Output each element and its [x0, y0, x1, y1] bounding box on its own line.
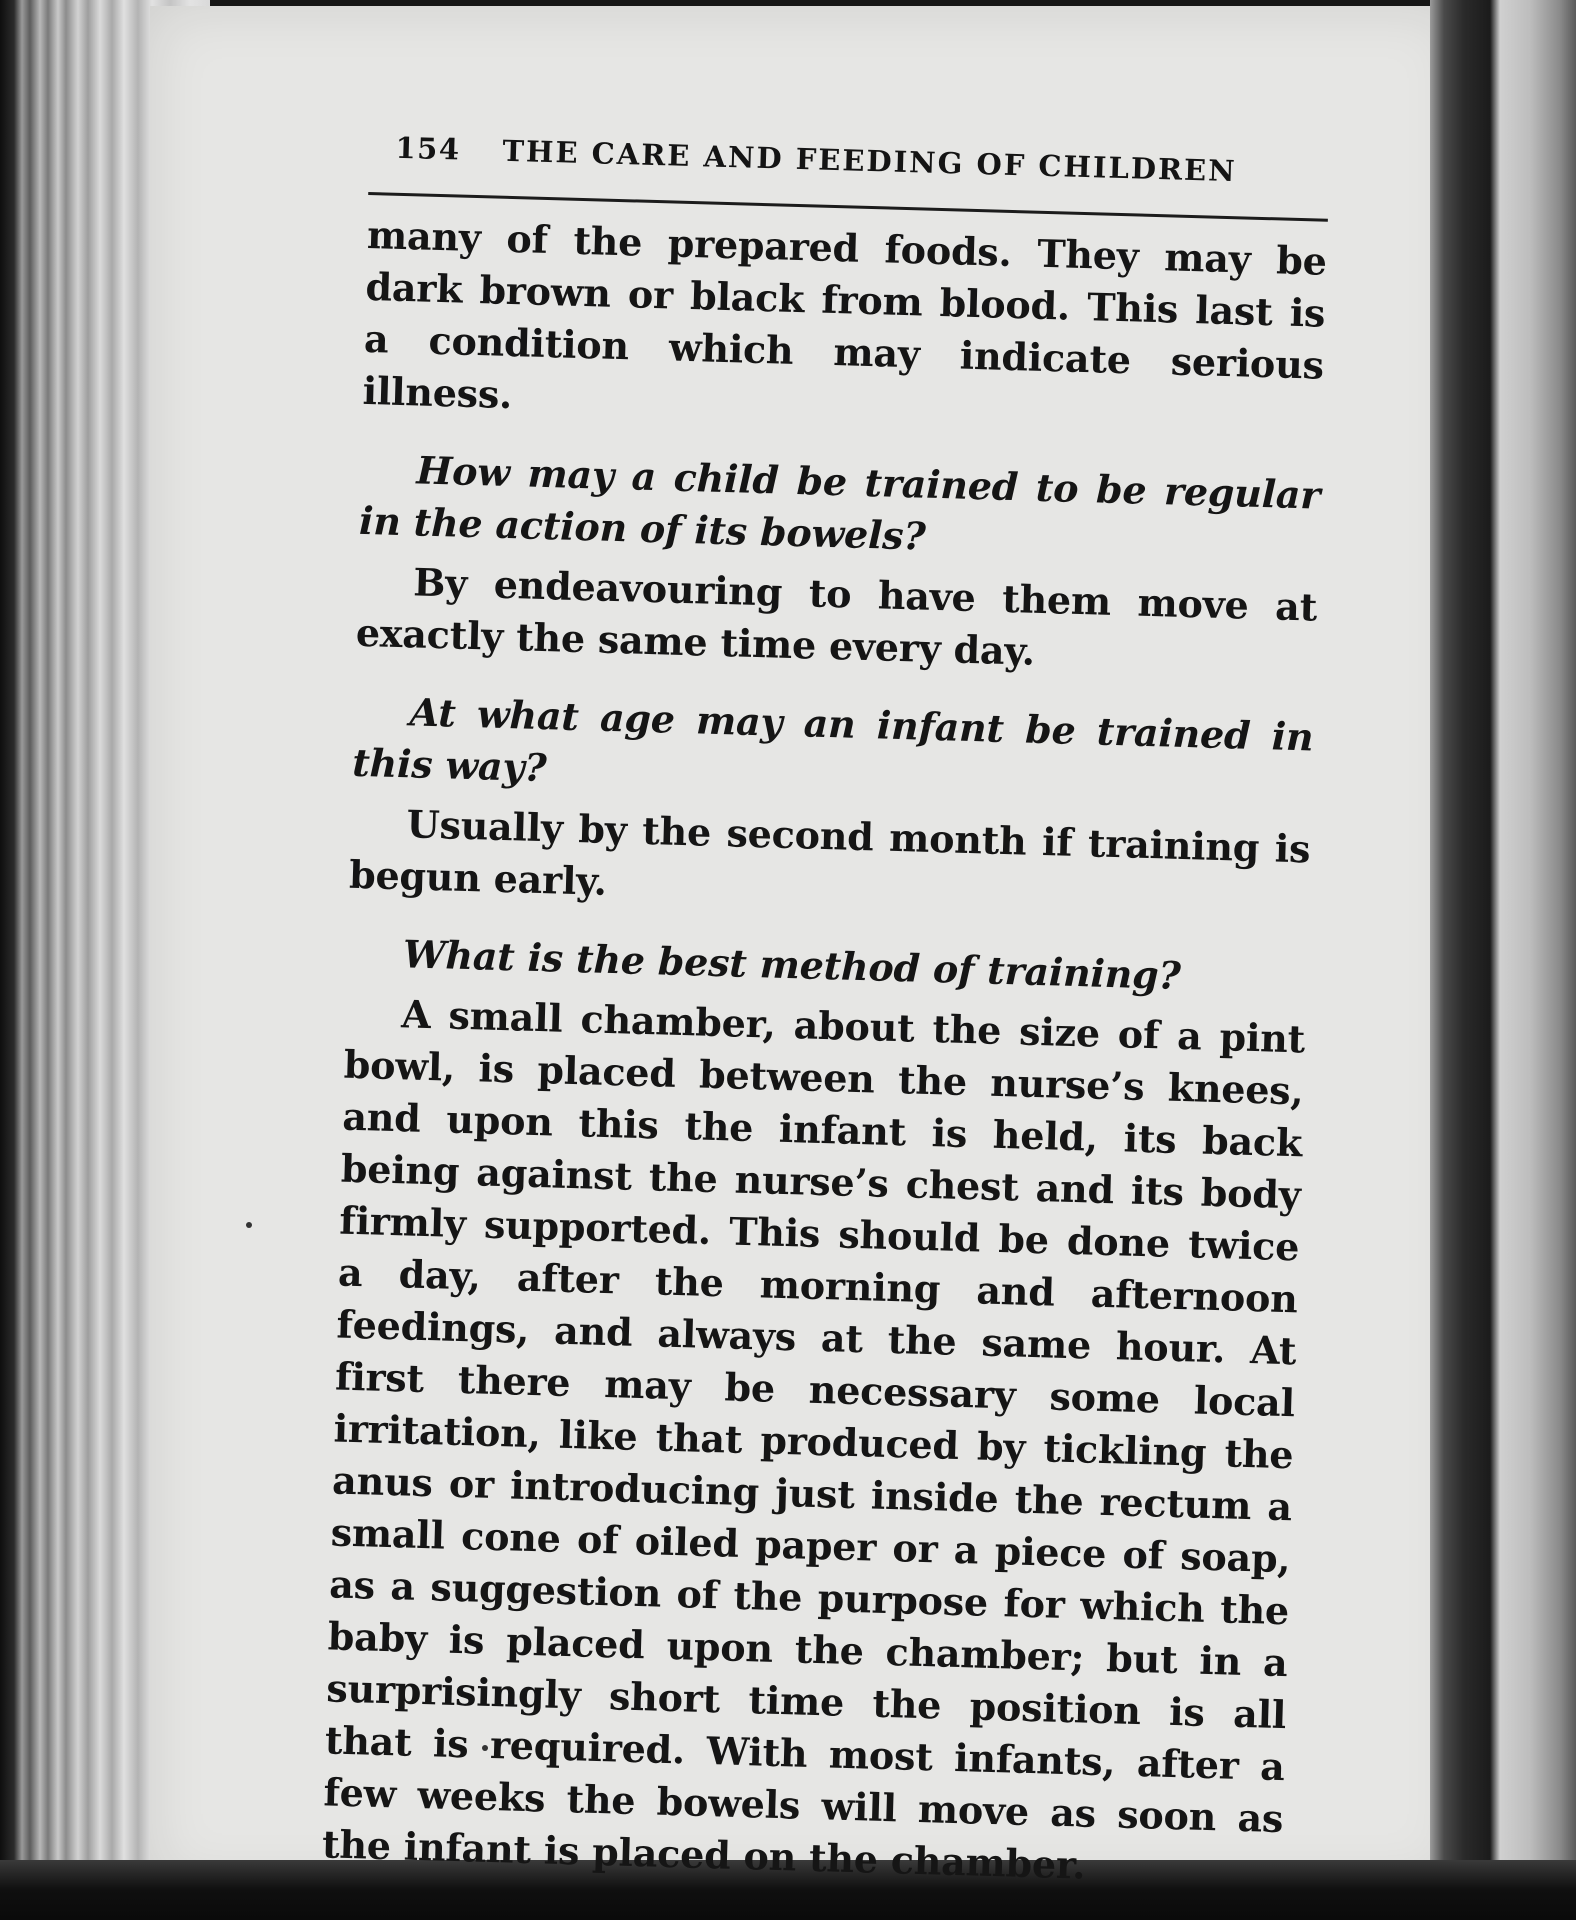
question-2: At what age may an infant be trained in this way? [351, 689, 1315, 791]
body-text [321, 209, 1327, 1897]
page-content [321, 130, 1329, 1897]
answer-2: Usually by the second month if training is begun early. [348, 801, 1311, 904]
page-number: 154 [395, 130, 462, 167]
running-title: THE CARE AND FEEDING OF CHILDREN [502, 133, 1238, 189]
question-3: What is the best method of training? [402, 931, 1182, 998]
paper-speck [246, 1222, 252, 1228]
binding-gutter [1430, 0, 1576, 1920]
continued-paragraph: many of the prepared foods. They may be dark brown or black from blood. This last is a condition which may indicate serious illness. [362, 211, 1328, 418]
answer-3: A small chamber, about the size of a pint bowl, is placed between the nurse’s knees, and upon this the infant is held, its back being against the nurse’s chest and its body firmly supported. This should be done twice a day, after the morning and afternoon feedings, and always at the same hour. At first there may be necessary some local irritation, like that produced by tickling the anus or introducing just inside the rectum a small cone of oiled paper or a piece of soap, as a suggestion of the purpose for which the baby is placed upon the chamber; but in a surprisingly short time the position is all that is required. With most infants, after a few weeks the bowels will move as soon as the infant is placed on the chamber. [321, 991, 1306, 1888]
question-1: How may a child be trained to be regular in the action of its bowels? [358, 447, 1321, 559]
answer-1: By endeavouring to have them move at exactly the same time every day. [355, 559, 1318, 674]
